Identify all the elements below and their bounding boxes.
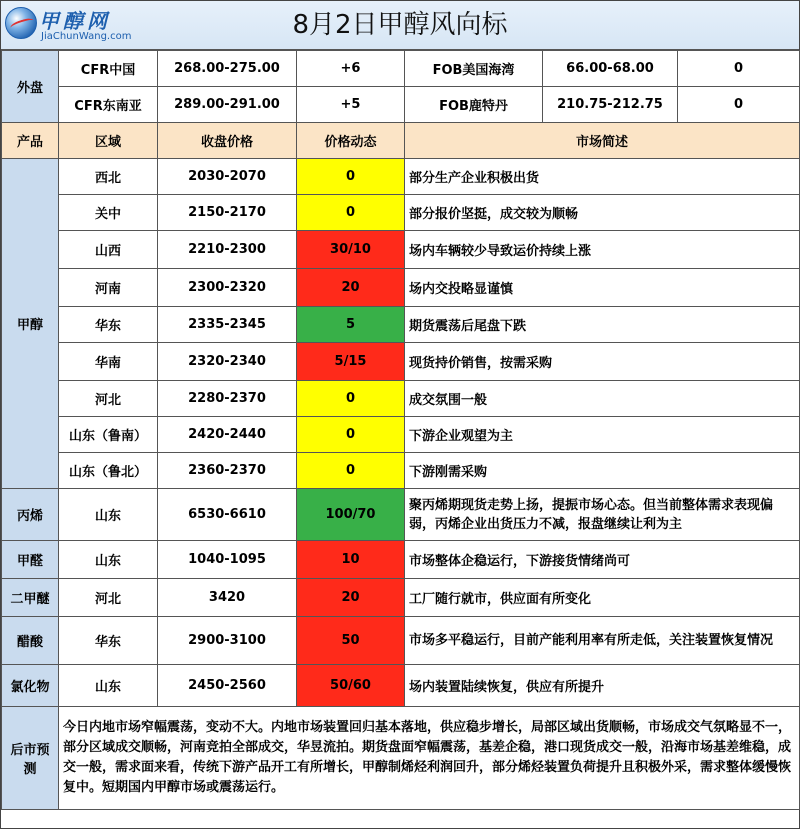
external-change: +5 [297, 87, 405, 123]
summary-cell: 市场整体企稳运行，下游接货情绪尚可 [405, 541, 800, 579]
external-price: 210.75-212.75 [543, 87, 678, 123]
table-row [2, 195, 800, 231]
region-cell: 华东 [59, 307, 158, 343]
change-cell: 50/60 [297, 665, 405, 707]
page-title: 8月2日甲醇风向标 [292, 10, 508, 40]
header [1, 1, 799, 50]
table-row [2, 417, 800, 453]
forecast-label: 后市预测 [2, 707, 59, 810]
region-cell: 河南 [59, 269, 158, 307]
region-cell: 河北 [59, 381, 158, 417]
change-cell: 0 [297, 417, 405, 453]
external-change: 0 [678, 87, 800, 123]
change-cell: 10 [297, 541, 405, 579]
change-cell: 5 [297, 307, 405, 343]
change-cell: 5/15 [297, 343, 405, 381]
price-cell: 2150-2170 [158, 195, 297, 231]
table-row [2, 489, 800, 541]
change-cell: 0 [297, 159, 405, 195]
summary-cell: 部分生产企业积极出货 [405, 159, 800, 195]
region-cell: 山东 [59, 665, 158, 707]
column-header-price: 收盘价格 [158, 123, 297, 159]
region-cell: 山东（鲁南） [59, 417, 158, 453]
region-cell: 关中 [59, 195, 158, 231]
external-price: 66.00-68.00 [543, 51, 678, 87]
change-cell: 20 [297, 269, 405, 307]
price-cell: 2900-3100 [158, 617, 297, 665]
external-price: 289.00-291.00 [158, 87, 297, 123]
summary-cell: 现货持价销售，按需采购 [405, 343, 800, 381]
change-cell: 0 [297, 195, 405, 231]
region-cell: 山西 [59, 231, 158, 269]
summary-cell: 成交氛围一般 [405, 381, 800, 417]
price-table [1, 50, 800, 810]
price-cell: 2280-2370 [158, 381, 297, 417]
price-cell: 2335-2345 [158, 307, 297, 343]
region-cell: 西北 [59, 159, 158, 195]
table-row [2, 617, 800, 665]
product-label: 醋酸 [2, 617, 59, 665]
external-change: 0 [678, 51, 800, 87]
price-cell: 2210-2300 [158, 231, 297, 269]
product-label: 氯化物 [2, 665, 59, 707]
column-header-change: 价格动态 [297, 123, 405, 159]
external-name: FOB鹿特丹 [405, 87, 543, 123]
change-cell: 50 [297, 617, 405, 665]
logo-brand: 甲醇网 [39, 9, 111, 33]
forecast-row [2, 707, 800, 810]
region-cell: 山东（鲁北） [59, 453, 158, 489]
product-label: 二甲醚 [2, 579, 59, 617]
change-cell: 30/10 [297, 231, 405, 269]
external-name: CFR中国 [59, 51, 158, 87]
summary-cell: 场内交投略显谨慎 [405, 269, 800, 307]
table-row [2, 381, 800, 417]
price-cell: 2360-2370 [158, 453, 297, 489]
column-header-region: 区域 [59, 123, 158, 159]
price-cell: 2300-2320 [158, 269, 297, 307]
summary-cell: 部分报价坚挺，成交较为顺畅 [405, 195, 800, 231]
table-row [2, 453, 800, 489]
region-cell: 河北 [59, 579, 158, 617]
region-cell: 山东 [59, 541, 158, 579]
change-cell: 100/70 [297, 489, 405, 541]
external-row [2, 51, 800, 87]
external-price: 268.00-275.00 [158, 51, 297, 87]
region-cell: 华东 [59, 617, 158, 665]
table-row [2, 269, 800, 307]
table-row [2, 343, 800, 381]
product-label: 甲醛 [2, 541, 59, 579]
table-row [2, 159, 800, 195]
column-header-summary: 市场简述 [405, 123, 800, 159]
forecast-text: 今日内地市场窄幅震荡，变动不大。内地市场装置回归基本落地，供应稳步增长，局部区域出货顺畅，市场成交气氛略显不一，部分区域成交顺畅，河南竞拍全部成交，华昱流拍。期货盘面窄幅震荡，基差企稳，港口现货成交一般，沿海市场基差维稳，成交一般，需求面来看，传统下游产品开工有所增长，甲醇制烯烃利润回升，部分烯烃装置负荷提升且积极外采，需求整体缓慢恢复中。短期国内甲醇市场或震荡运行。 [59, 707, 800, 810]
external-label: 外盘 [2, 51, 59, 123]
external-name: FOB美国海湾 [405, 51, 543, 87]
change-cell: 0 [297, 381, 405, 417]
logo-domain: JiaChunWang.com [41, 31, 132, 42]
price-grid [1, 50, 799, 810]
external-name: CFR东南亚 [59, 87, 158, 123]
region-cell: 山东 [59, 489, 158, 541]
globe-icon [5, 7, 37, 39]
change-cell: 20 [297, 579, 405, 617]
logo [5, 5, 132, 45]
product-label-methanol: 甲醇 [2, 159, 59, 489]
summary-cell: 工厂随行就市，供应面有所变化 [405, 579, 800, 617]
price-cell: 3420 [158, 579, 297, 617]
column-header-product: 产品 [2, 123, 59, 159]
summary-cell: 聚丙烯期现货走势上扬，提振市场心态。但当前整体需求表现偏弱，丙烯企业出货压力不减，报盘继续让利为主 [405, 489, 800, 541]
price-cell: 6530-6610 [158, 489, 297, 541]
table-row [2, 541, 800, 579]
external-change: +6 [297, 51, 405, 87]
summary-cell: 场内车辆较少导致运价持续上涨 [405, 231, 800, 269]
table-row [2, 665, 800, 707]
price-cell: 2450-2560 [158, 665, 297, 707]
summary-cell: 下游企业观望为主 [405, 417, 800, 453]
price-cell: 2320-2340 [158, 343, 297, 381]
table-row [2, 231, 800, 269]
price-cell: 1040-1095 [158, 541, 297, 579]
column-header-row [2, 123, 800, 159]
change-cell: 0 [297, 453, 405, 489]
table-row [2, 307, 800, 343]
region-cell: 华南 [59, 343, 158, 381]
price-cell: 2030-2070 [158, 159, 297, 195]
summary-cell: 下游刚需采购 [405, 453, 800, 489]
external-row [2, 87, 800, 123]
product-label: 丙烯 [2, 489, 59, 541]
summary-cell: 市场多平稳运行，目前产能利用率有所走低，关注装置恢复情况 [405, 617, 800, 665]
table-row [2, 579, 800, 617]
summary-cell: 场内装置陆续恢复，供应有所提升 [405, 665, 800, 707]
price-cell: 2420-2440 [158, 417, 297, 453]
summary-cell: 期货震荡后尾盘下跌 [405, 307, 800, 343]
